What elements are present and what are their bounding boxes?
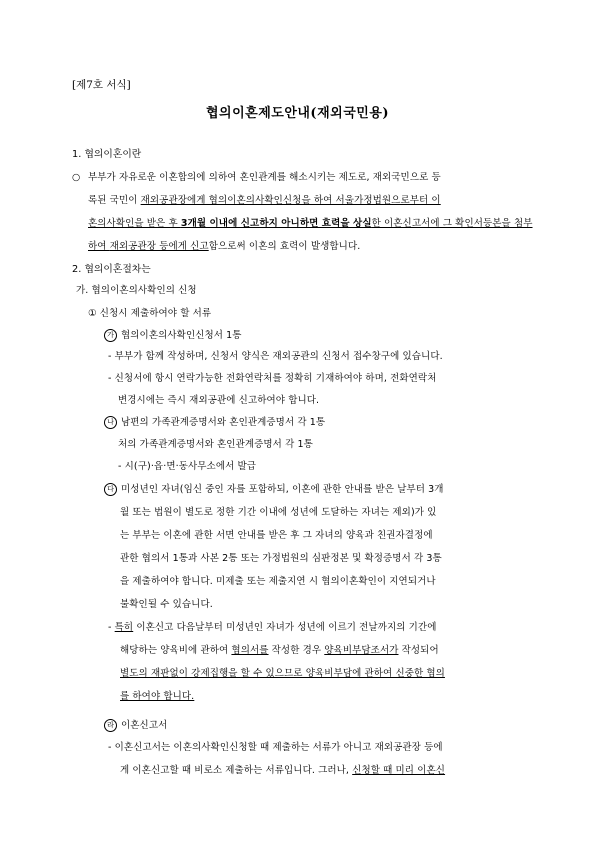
circled-da-icon: 다	[104, 483, 117, 496]
item-ga-detail-1: - 부부가 함께 작성하며, 신청서 양식은 재외공관의 신청서 접수창구에 있습니다.	[108, 351, 443, 362]
item-da-line-8: 해당하는 양육비에 관하여 협의서를 작성한 경우 양육비부담조서가 작성되어	[120, 645, 439, 656]
item-ga-detail-2: - 신청서에 항시 연락가능한 전화연락처를 정확히 기재하여야 하며, 전화연락처	[108, 373, 437, 384]
item-da-line-5: 을 제출하여야 합니다. 미제출 또는 제출지연 시 협의이혼확인이 지연되거나	[120, 576, 436, 587]
section-1-heading: 1. 협의이혼이란	[72, 149, 142, 160]
item-ra: 라 이혼신고서	[104, 719, 167, 733]
item-ga-detail-3: 변경시에는 즉시 재외공관에 신고하여야 합니다.	[118, 395, 320, 406]
section-1-bullet: ○	[72, 172, 81, 183]
circled-na-icon: 나	[104, 416, 117, 429]
item-ra-detail-1: - 이혼신고서는 이혼의사확인신청할 때 제출하는 서류가 아니고 재외공관장 등에	[108, 742, 443, 753]
item-da-line-2: 월 또는 법원이 별도로 정한 기간 이내에 성년에 도달하는 자녀는 제외)가 있	[120, 507, 437, 518]
subsection-a-heading: 가. 협의이혼의사확인의 신청	[76, 285, 197, 296]
item-da-line-9: 별도의 재판없이 강제집행을 할 수 있으므로 양육비부담에 관하여 신중한 협의	[120, 668, 445, 679]
item-da-line-7: - 특히 이혼신고 다음날부터 미성년인 자녀가 성년에 이르기 전날까지의 기간에	[108, 622, 437, 633]
section-1-line-4: 하여 재외공관장 등에게 신고함으로써 이혼의 효력이 발생합니다.	[88, 241, 361, 252]
circled-ga-icon: 가	[104, 329, 117, 342]
circled-ra-icon: 라	[104, 719, 117, 732]
item-da-line-3: 는 부부는 이혼에 관한 서면 안내를 받은 후 그 자녀의 양육과 친권자결정에	[120, 530, 433, 541]
item-na-line-1: 나 남편의 가족관계증명서와 혼인관계증명서 각 1통	[104, 416, 325, 430]
item-ra-detail-2: 게 이혼신고할 때 비로소 제출하는 서류입니다. 그러나, 신청할 때 미리 이혼신	[120, 765, 446, 776]
circled-number-1: ①	[88, 308, 97, 319]
item-da-line-4: 관한 협의서 1통과 사본 2통 또는 가정법원의 심판정본 및 확정증명서 각 3통	[120, 553, 442, 564]
item-1-heading: ① 신청시 제출하여야 할 서류	[88, 308, 212, 319]
item-na-line-2: 처의 가족관계증명서와 혼인관계증명서 각 1통	[118, 439, 313, 450]
item-ga: 가 협의이혼의사확인신청서 1통	[104, 329, 242, 343]
form-number: [제7호 서식]	[72, 79, 131, 91]
section-1-line-1: 부부가 자유로운 이혼합의에 의하여 혼인관계를 해소시키는 제도로, 재외국민으로 등	[88, 172, 441, 183]
section-2-heading: 2. 협의이혼절차는	[72, 264, 151, 275]
item-da-line-6: 불확인될 수 있습니다.	[120, 599, 213, 610]
section-1-line-3: 혼의사확인을 받은 후 3개월 이내에 신고하지 아니하면 효력을 상실한 이혼신고서에 그 확인서등본을 첨부	[88, 218, 533, 229]
item-da-line-10: 를 하여야 합니다.	[120, 691, 195, 702]
item-da-line-1: 다 미성년인 자녀(임신 중인 자를 포함하되, 이혼에 관한 안내를 받은 날부터 3개	[104, 483, 444, 497]
section-1-line-2: 록된 국민이 재외공관장에게 협의이혼의사확인신청을 하여 서울가정법원으로부터 이	[88, 195, 441, 206]
item-na-line-3: - 시(구)·읍·면·동사무소에서 발급	[118, 461, 257, 472]
page-title: 협의이혼제도안내(재외국민용)	[205, 106, 390, 121]
